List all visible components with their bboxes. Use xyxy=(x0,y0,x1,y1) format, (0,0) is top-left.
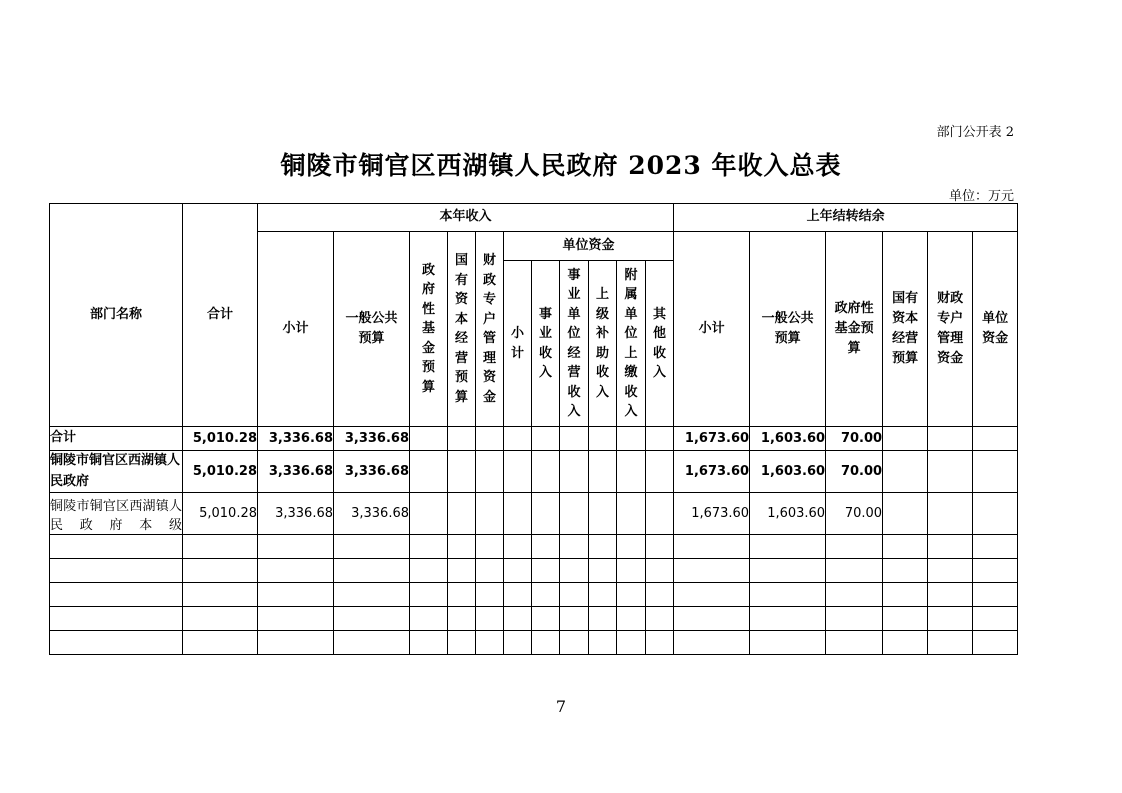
table-id: 部门公开表 2 xyxy=(936,125,1014,140)
header-prior-year: 上年结转结余 xyxy=(674,204,1018,232)
row-name: 铜陵市铜官区西湖镇人民政府 xyxy=(50,451,183,493)
empty-row xyxy=(50,583,1018,607)
cell-general: 3,336.68 xyxy=(334,451,410,493)
header-prior-general: 一般公共 预算 xyxy=(750,232,826,427)
cell-general: 3,336.68 xyxy=(334,427,410,451)
header-business-unit-income: 事 业 单 位 经 营 收 入 xyxy=(560,261,589,427)
header-prior-fiscal-special: 财政 专户 管理 资金 xyxy=(928,232,973,427)
header-state-capital: 国 有 资 本 经 营 预 算 xyxy=(448,232,476,427)
header-dept-name: 部门名称 xyxy=(50,204,183,427)
cell-prior-gov-fund: 70.00 xyxy=(826,451,883,493)
header-prior-gov-fund: 政府性 基金预 算 xyxy=(826,232,883,427)
header-current-year: 本年收入 xyxy=(258,204,674,232)
header-general-budget: 一般公共 预算 xyxy=(334,232,410,427)
empty-row xyxy=(50,559,1018,583)
cell-prior-subtotal: 1,673.60 xyxy=(674,493,750,535)
cell-prior-general: 1,603.60 xyxy=(750,427,826,451)
table-row xyxy=(50,493,1018,535)
cell-subtotal: 3,336.68 xyxy=(258,427,334,451)
cell-total: 5,010.28 xyxy=(183,427,258,451)
cell-prior-gov-fund: 70.00 xyxy=(826,427,883,451)
header-prior-state-capital: 国有 资本 经营 预算 xyxy=(883,232,928,427)
page-number: 7 xyxy=(555,697,567,716)
row-name: 合计 xyxy=(50,427,183,451)
cell-prior-gov-fund: 70.00 xyxy=(826,493,883,535)
unit-label: 单位：万元 xyxy=(948,189,1014,204)
cell-prior-subtotal: 1,673.60 xyxy=(674,427,750,451)
cell-prior-subtotal: 1,673.60 xyxy=(674,451,750,493)
cell-subtotal: 3,336.68 xyxy=(258,451,334,493)
empty-row xyxy=(50,631,1018,655)
header-affiliated-income: 附 属 单 位 上 缴 收 入 xyxy=(617,261,646,427)
header-unit-subtotal: 小 计 xyxy=(504,261,532,427)
table-row xyxy=(50,451,1018,493)
cell-prior-general: 1,603.60 xyxy=(750,451,826,493)
empty-row xyxy=(50,535,1018,559)
empty-row xyxy=(50,607,1018,631)
header-subtotal: 小计 xyxy=(258,232,334,427)
cell-general: 3,336.68 xyxy=(334,493,410,535)
header-prior-subtotal: 小计 xyxy=(674,232,750,427)
header-other-income: 其 他 收 入 xyxy=(646,261,674,427)
cell-total: 5,010.28 xyxy=(183,493,258,535)
header-superior-subsidy: 上 级 补 助 收 入 xyxy=(589,261,617,427)
cell-subtotal: 3,336.68 xyxy=(258,493,334,535)
header-business-income: 事 业 收 入 xyxy=(532,261,560,427)
header-total: 合计 xyxy=(183,204,258,427)
cell-total: 5,010.28 xyxy=(183,451,258,493)
header-gov-fund: 政 府 性 基 金 预 算 xyxy=(410,232,448,427)
table-row xyxy=(50,427,1018,451)
row-name: 铜陵市铜官区西湖镇人民政府本级 xyxy=(50,493,183,535)
page-title: 铜陵市铜官区西湖镇人民政府 2023 年收入总表 xyxy=(280,151,842,180)
header-fiscal-special: 财 政 专 户 管 理 资 金 xyxy=(476,232,504,427)
cell-prior-general: 1,603.60 xyxy=(750,493,826,535)
header-unit-funds: 单位资金 xyxy=(504,232,674,261)
header-prior-unit-funds: 单位 资金 xyxy=(973,232,1018,427)
revenue-table xyxy=(49,203,1018,655)
